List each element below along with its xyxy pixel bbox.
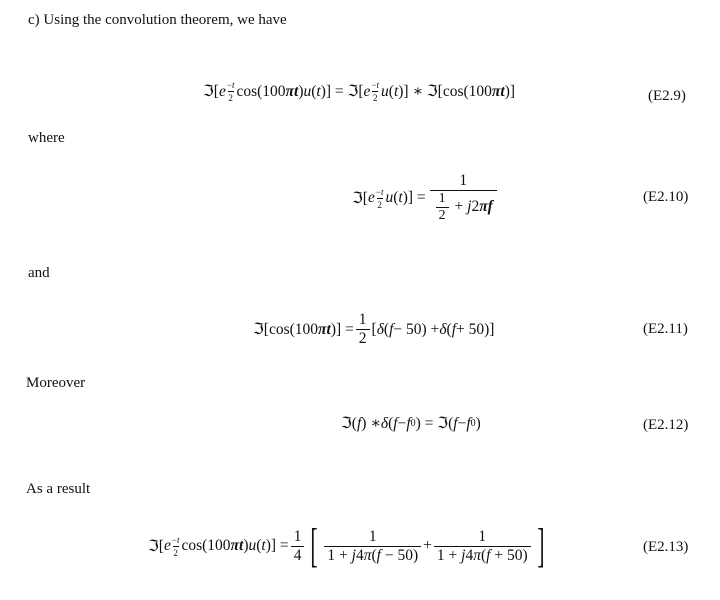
equation-number-e2-12: (E2.12) [643, 417, 689, 433]
moreover-text: Moreover [26, 375, 86, 391]
equation-e2-11: ℑ[cos(100 πt )] = $\frac{1}{2}$ [ δ ( f − 50) + δ ( f + 50)] [253, 311, 495, 347]
equation-number-e2-13: (E2.13) [643, 539, 689, 555]
equation-number-e2-11: (E2.11) [643, 321, 688, 337]
equation-e2-12: ℑ( f ) ∗ δ ( f − f 0 ) = ℑ( f − f 0 ) [341, 414, 481, 432]
equation-e2-13: ℑ[ e $\frac{-t}{2}$ cos(100 πt ) u ( t )] = $\frac{1}{4}$ [ $\frac{1}{1 + j4\pi(f - 50)}$ + $\frac{1}{1 + j4\pi(f + 50)}$ ] [148, 519, 545, 572]
equation-number-e2-10: (E2.10) [643, 189, 689, 205]
as-a-result-text: As a result [26, 481, 91, 497]
equation-e2-10: ℑ[ e $\frac{-t}{2}$ u ( t )] = 1 $\frac{1}{2}$ + j2πf [352, 172, 499, 224]
equation-e2-9: ℑ[ e $\frac{-t}{2}$ cos(100 πt ) u ( t )] = ℑ[ e $\frac{-t}{2}$ u ( t )] ∗ ℑ[cos(100 πt )] [203, 80, 516, 103]
equation-number-e2-9: (E2.9) [648, 88, 686, 104]
intro-text: c) Using the convolution theorem, we have [28, 12, 287, 28]
where-text: where [28, 130, 65, 146]
and-text: and [28, 265, 50, 281]
